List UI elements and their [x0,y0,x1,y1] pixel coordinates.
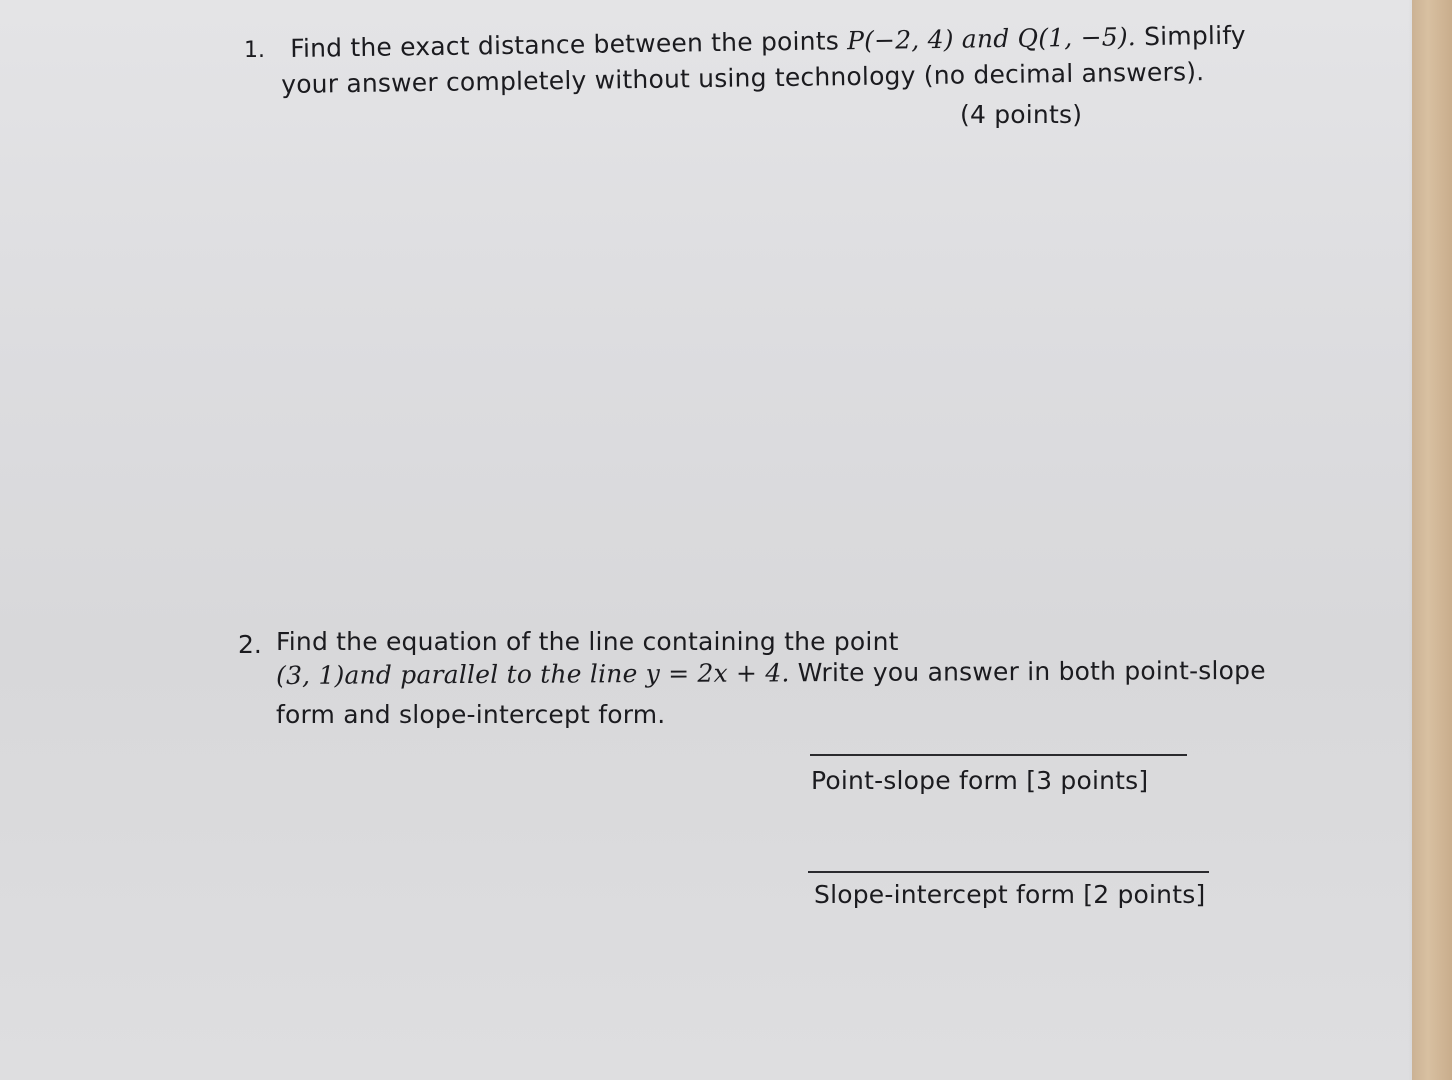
question-2-line-3: form and slope-intercept form. [276,700,666,729]
question-2-line-2 [276,656,1266,690]
question-1-line-1-tail: Simplify [1135,20,1246,52]
desk-background [1412,0,1452,1080]
question-2-line-2-tail: Write you answer in both point-slope [789,655,1266,688]
question-1-points-math: P(−2, 4) and Q(1, −5). [846,22,1137,56]
question-2-math: (3, 1)and parallel to the line y = 2x + 4. [276,658,790,690]
question-1-line-1-text: Find the exact distance between the points [290,26,848,63]
question-2-number: 2. [238,630,262,659]
answer-1-label: Point-slope form [3 points] [811,766,1149,795]
answer-2-blank-line [808,871,1209,873]
question-1-line-2: your answer completely without using technology (no decimal answers). [281,57,1205,99]
answer-1-blank-line [810,754,1187,756]
answer-2-label: Slope-intercept form [2 points] [814,880,1206,909]
question-1-points: (4 points) [960,100,1083,129]
question-2-line-1: Find the equation of the line containing the point [276,627,899,656]
question-1-number: 1. [244,38,265,63]
